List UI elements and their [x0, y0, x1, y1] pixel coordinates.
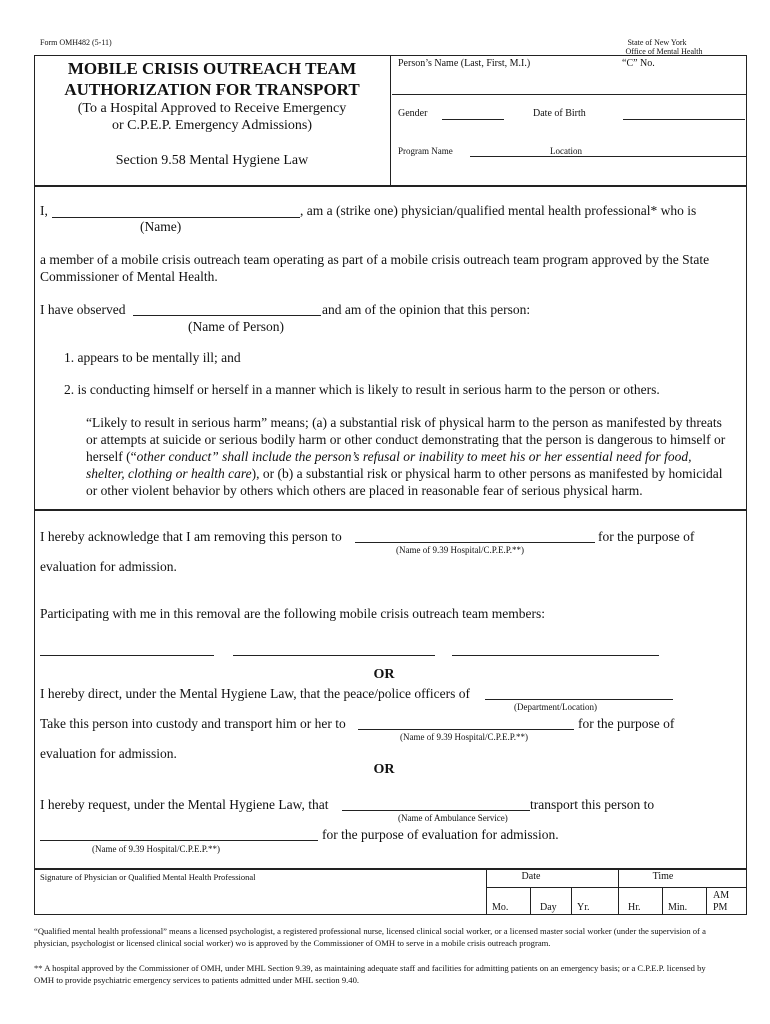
hospital-caption-1: (Name of 9.39 Hospital/C.P.E.P.**) [396, 545, 524, 555]
ack-suffix: for the purpose of [598, 529, 695, 544]
name-caption: (Name) [140, 219, 182, 234]
day-field[interactable]: Day [540, 902, 557, 913]
purpose-suffix: for the purpose of evaluation for admission. [322, 827, 559, 842]
title-line2: AUTHORIZATION FOR TRANSPORT [64, 80, 360, 99]
team-member-1-field[interactable] [40, 655, 214, 656]
dob-field[interactable] [623, 119, 745, 120]
month-field[interactable]: Mo. [492, 902, 509, 913]
footnote-qualified: “Qualified mental health professional” means a licensed psychologist, a registered professional nurse, licensed clinical social worker, or a licensed master social worker (under the supervision of a physician, psychologist or licensed clinical social worker) wo is approved by the Commissioner of OMH to serve in a mobile crisis outreach program. [34, 926, 706, 948]
person-name-field[interactable] [392, 94, 746, 95]
eval-1: evaluation for admission. [40, 559, 177, 574]
take-suffix: for the purpose of [578, 716, 675, 731]
harm-definition-b: ), or (b) a substantial risk or physical harm to other persons as manifested by homicidal or other violent behavior by others which others are placed in reasonable fear of serious physical harm. [86, 466, 723, 498]
title-sub2: or C.P.E.P. Emergency Admissions) [111, 118, 313, 133]
header-divider [390, 55, 391, 186]
hour-field[interactable]: Hr. [628, 902, 641, 913]
ack-prefix: I hereby acknowledge that I am removing this person to [40, 529, 342, 544]
eval-2: evaluation for admission. [40, 746, 177, 761]
footnote-hospital: ** A hospital approved by the Commissioner of OMH, under MHL Section 9.39, as maintaining adequate staff and facilities for admitting patients on an emergency basis; or a C.P.E.P. licensed by OMH to provide psychiatric emergency services to patients admitted under MHL section 9.40. [34, 963, 706, 985]
program-label: Program Name [398, 146, 453, 156]
i-suffix: , am a (strike one) physician/qualified mental health professional* who is [300, 203, 697, 218]
take-prefix: Take this person into custody and transport him or her to [40, 716, 346, 731]
date-col-divider-1 [530, 887, 531, 915]
gender-label: Gender [398, 108, 428, 119]
c-number-label: “C” No. [622, 58, 655, 69]
title-sub1: (To a Hospital Approved to Receive Emergency [77, 101, 347, 116]
harm-definition [86, 414, 732, 499]
date-col-divider-2 [571, 887, 572, 915]
agency-line1: State of New York [627, 38, 687, 47]
ambulance-field[interactable] [342, 810, 530, 811]
location-label: Location [550, 146, 582, 156]
agency-line2: Office of Mental Health [625, 47, 703, 56]
request-prefix: I hereby request, under the Mental Hygiene Law, that [40, 797, 329, 812]
time-col-divider-2 [706, 887, 707, 915]
criteria-item-2: 2. is conducting himself or herself in a manner which is likely to result in serious harm to the person or others. [64, 382, 660, 397]
team-member-3-field[interactable] [452, 655, 659, 656]
request-suffix: transport this person to [530, 797, 655, 812]
am-option[interactable]: AM [713, 890, 730, 901]
sig-subheader-line [486, 887, 747, 888]
signature-label: Signature of Physician or Qualified Mental Health Professional [40, 872, 256, 882]
form-id: Form OMH482 (5-11) [40, 38, 112, 47]
department-caption: (Department/Location) [514, 702, 597, 712]
take-hospital-field[interactable] [358, 729, 574, 730]
hospital-caption-2: (Name of 9.39 Hospital/C.P.E.P.**) [400, 732, 528, 742]
title-line1: MOBILE CRISIS OUTREACH TEAM [67, 59, 357, 78]
title-section: Section 9.58 Mental Hygiene Law [115, 153, 309, 168]
department-field[interactable] [485, 699, 673, 700]
i-prefix: I, [40, 203, 48, 218]
ambulance-caption: (Name of Ambulance Service) [398, 813, 508, 823]
minute-field[interactable]: Min. [668, 902, 688, 913]
observed-person-field[interactable] [133, 315, 321, 316]
harm-definition-italic: other conduct” shall include the person’s refusal or inability to meet his or her essential need for food, shelter, clothing or health care [86, 449, 692, 481]
date-label: Date [521, 871, 541, 882]
participating-text: Participating with me in this removal are the following mobile crisis outreach team members: [40, 606, 545, 621]
program-field[interactable] [470, 156, 746, 157]
or-separator-1: OR [373, 667, 395, 682]
ack-hospital-field[interactable] [355, 542, 595, 543]
or-separator-2: OR [373, 762, 395, 777]
person-caption: (Name of Person) [188, 319, 284, 334]
harm-definition-a: “Likely to result in serious harm” means; (a) a substantial risk of physical harm to the person as manifested by threats or attempts at suicide or serious bodily harm or other conduct demonstrating that the person is dangerous to himself or herself (“ [86, 415, 726, 464]
time-col-divider-1 [662, 887, 663, 915]
time-label: Time [652, 871, 674, 882]
gender-field[interactable] [442, 119, 504, 120]
member-text: a member of a mobile crisis outreach team operating as part of a mobile crisis outreach team program approved by the State Commissioner of Mental Health. [40, 252, 710, 284]
year-field[interactable]: Yr. [577, 902, 590, 913]
direct-prefix: I hereby direct, under the Mental Hygiene Law, that the peace/police officers of [40, 686, 470, 701]
observed-suffix: and am of the opinion that this person: [322, 302, 531, 317]
criteria-item-1: 1. appears to be mentally ill; and [64, 350, 241, 365]
person-name-label: Person’s Name (Last, First, M.I.) [398, 58, 531, 69]
dob-label: Date of Birth [533, 108, 586, 119]
hospital-caption-3: (Name of 9.39 Hospital/C.P.E.P.**) [92, 844, 220, 854]
request-hospital-field[interactable] [40, 840, 318, 841]
team-member-2-field[interactable] [233, 655, 435, 656]
observed-prefix: I have observed [40, 302, 126, 317]
pm-option[interactable]: PM [713, 902, 728, 913]
